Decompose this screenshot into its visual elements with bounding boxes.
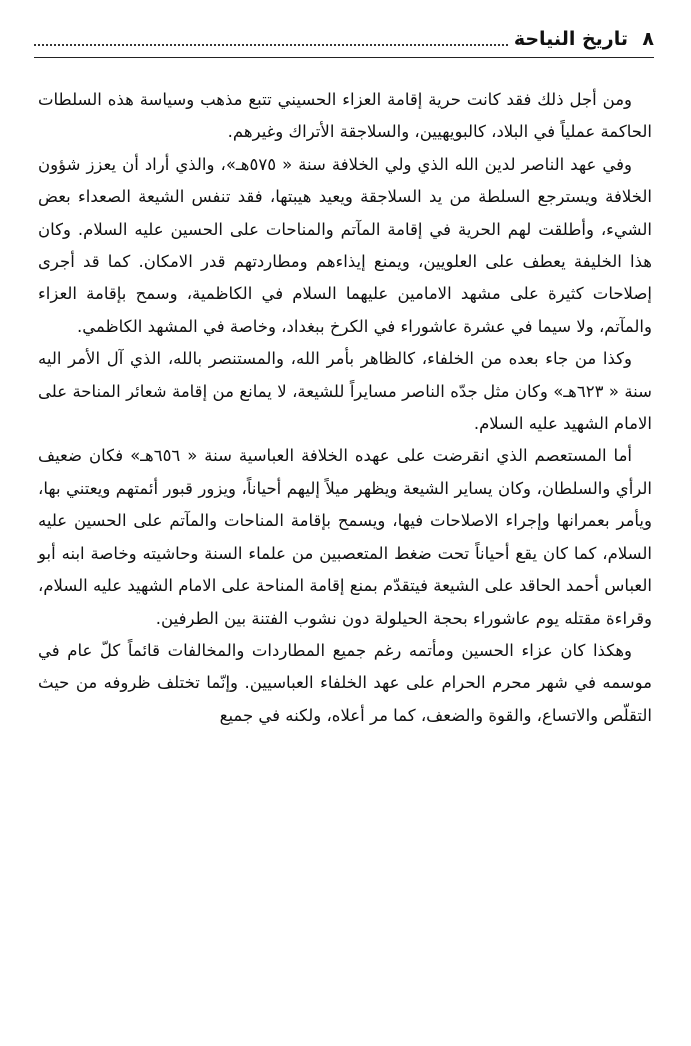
running-title: تاريخ النياحة	[513, 28, 628, 50]
body-text	[38, 84, 652, 732]
running-header	[34, 24, 654, 56]
paragraph: أما المستعصم الذي انقرضت على عهده الخلافة العباسية سنة « ٦٥٦هـ» فكان ضعيف الرأي والسلطان، وكان يساير الشيعة ويظهر ميلاً إليهم أحياناً، ويزور قبور أئمتهم ويعتني بها، ويأمر بعمرانها وإجراء الاصلاحات فيها، ويسمح بإقامة المناحات والمآتم على الحسين عليه السلام، كما كان يقع أحياناً تحت ضغط المتعصبين من علماء السنة وحاشيته وخاصة ابنه أبو العباس أحمد الحاقد على الشيعة فيتقدّم بمنع إقامة المناحة على الامام الشهيد عليه السلام، وقراءة مقتله يوم عاشوراء بحجة الحيلولة دون نشوب الفتنة بين الطرفين.	[38, 446, 652, 628]
page-number: ٨	[642, 28, 654, 50]
header-rule	[34, 57, 654, 58]
paragraph: وهكذا كان عزاء الحسين ومأتمه رغم جميع المطاردات والمخالفات قائماً كلّ عام في موسمه في شهر محرم الحرام على عهد الخلفاء العباسيين. وإنّما تختلف ظروفه من حيث التقلّص والاتساع، والقوة والضعف، كما مر أعلاه، ولكنه في جميع	[38, 640, 652, 725]
paragraph: ومن أجل ذلك فقد كانت حرية إقامة العزاء الحسيني تتبع مذهب وسياسة هذه السلطات الحاكمة عملياً في البلاد، كالبويهيين، والسلاجقة الأتراك وغيرهم.	[38, 90, 652, 142]
paragraph: وكذا من جاء بعده من الخلفاء، كالظاهر بأمر الله، والمستنصر بالله، الذي آل الأمر اليه سنة « ٦٢٣هـ» وكان مثل جدّه الناصر مسايراً للشيعة، لا يمانع من إقامة شعائر المناحة على الامام الشهيد عليه السلام.	[38, 349, 652, 434]
header-leader-dots	[34, 44, 508, 46]
paragraph: وفي عهد الناصر لدين الله الذي ولي الخلافة سنة « ٥٧٥هـ»، والذي أراد أن يعزز شؤون الخلافة ويسترجع السلطة من يد السلاجقة ويعيد هيبتها، فقد تنفس الشيعة الصعداء بعض الشيء، وأطلقت لهم الحرية في إقامة المآتم والمناحات على الحسين عليه السلام. وكان هذا الخليفة يعطف على العلويين، ويمنع إيذاءهم ومطاردتهم قدر الامكان. كما قد أجرى إصلاحات كثيرة على مشهد الامامين عليهما السلام في الكاظمية، وسمح بإقامة العزاء والمآتم، ولا سيما في عشرة عاشوراء في الكرخ ببغداد، وخاصة في المشهد الكاظمي.	[38, 154, 652, 336]
